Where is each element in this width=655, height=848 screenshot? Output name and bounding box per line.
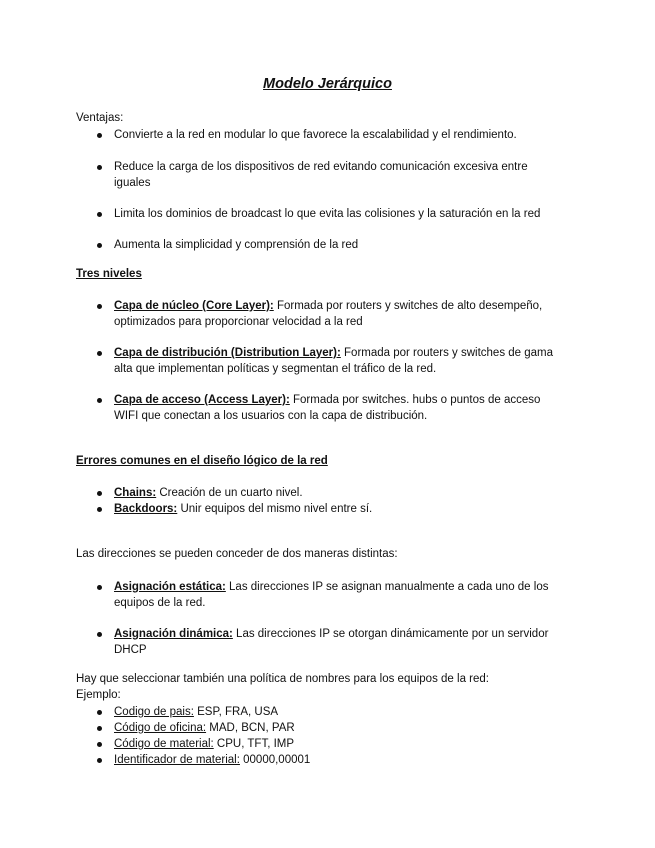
list-item-continuation: iguales: [114, 177, 151, 189]
bullet-icon: [96, 580, 104, 588]
definition: Formada por routers y switches de alto desempeño,: [273, 300, 543, 312]
list-item: [114, 626, 548, 642]
bullet-icon: [96, 721, 104, 729]
bullet-icon: [96, 346, 104, 354]
list-item-continuation: alta que implementan políticas y segmentan el tráfico de la red.: [114, 363, 437, 375]
nombres-intro: Hay que seleccionar también una política de nombres para los equipos de la red:: [76, 673, 489, 685]
list-item: [114, 704, 278, 720]
definition: Formada por switches. hubs o puntos de acceso: [289, 394, 541, 406]
bullet-icon: [96, 627, 104, 635]
term: Capa de núcleo (Core Layer):: [114, 300, 274, 312]
list-item-continuation: equipos de la red.: [114, 597, 206, 609]
list-item: [114, 720, 295, 736]
term: Código de oficina:: [114, 722, 207, 734]
term: Backdoors:: [114, 503, 178, 515]
list-item: [114, 501, 372, 517]
term: Chains:: [114, 487, 157, 499]
bullet-icon: [96, 737, 104, 745]
definition: Unir equipos del mismo nivel entre sí.: [177, 503, 373, 515]
section-heading-niveles: Tres niveles: [76, 268, 142, 280]
definition: Las direcciones IP se otorgan dinámicamente por un servidor: [232, 628, 549, 640]
bullet-icon: [96, 486, 104, 494]
definition: Formada por routers y switches de gama: [340, 347, 554, 359]
list-item: [114, 345, 553, 361]
bullet-icon: [96, 207, 104, 215]
bullet-icon: [96, 299, 104, 307]
bullet-icon: [96, 128, 104, 136]
direcciones-intro: Las direcciones se pueden conceder de dos maneras distintas:: [76, 548, 398, 560]
section-heading-errores: Errores comunes en el diseño lógico de la red: [76, 455, 328, 467]
definition: 00000,00001: [239, 754, 311, 766]
list-item: Aumenta la simplicidad y comprensión de la red: [114, 239, 359, 251]
list-item: [114, 752, 310, 768]
term: Asignación dinámica:: [114, 628, 233, 640]
term: Identificador de material:: [114, 754, 240, 766]
term: Capa de acceso (Access Layer):: [114, 394, 290, 406]
list-item: [114, 298, 542, 314]
term: Capa de distribución (Distribution Layer):: [114, 347, 341, 359]
definition: MAD, BCN, PAR: [206, 722, 295, 734]
term: Codigo de pais:: [114, 706, 194, 718]
list-item: Convierte a la red en modular lo que favorece la escalabilidad y el rendimiento.: [114, 129, 517, 141]
definition: Las direcciones IP se asignan manualmente a cada uno de los: [225, 581, 549, 593]
definition: CPU, TFT, IMP: [213, 738, 295, 750]
bullet-icon: [96, 393, 104, 401]
definition: ESP, FRA, USA: [193, 706, 279, 718]
ejemplo-label: Ejemplo:: [76, 689, 121, 701]
list-item: [114, 736, 294, 752]
term: Código de material:: [114, 738, 214, 750]
list-item-continuation: optimizados para proporcionar velocidad a la red: [114, 316, 363, 328]
bullet-icon: [96, 753, 104, 761]
page-title: Modelo Jerárquico: [263, 76, 392, 92]
list-item-continuation: DHCP: [114, 644, 147, 656]
bullet-icon: [96, 238, 104, 246]
list-item: [114, 579, 548, 595]
ventajas-label: Ventajas:: [76, 112, 124, 124]
bullet-icon: [96, 502, 104, 510]
term: Asignación estática:: [114, 581, 226, 593]
list-item: [114, 485, 303, 501]
list-item: Reduce la carga de los dispositivos de red evitando comunicación excesiva entre: [114, 161, 528, 173]
list-item: Limita los dominios de broadcast lo que evita las colisiones y la saturación en la red: [114, 208, 541, 220]
definition: Creación de un cuarto nivel.: [156, 487, 303, 499]
bullet-icon: [96, 160, 104, 168]
bullet-icon: [96, 705, 104, 713]
list-item-continuation: WIFI que conectan a los usuarios con la capa de distribución.: [114, 410, 428, 422]
list-item: [114, 392, 540, 408]
